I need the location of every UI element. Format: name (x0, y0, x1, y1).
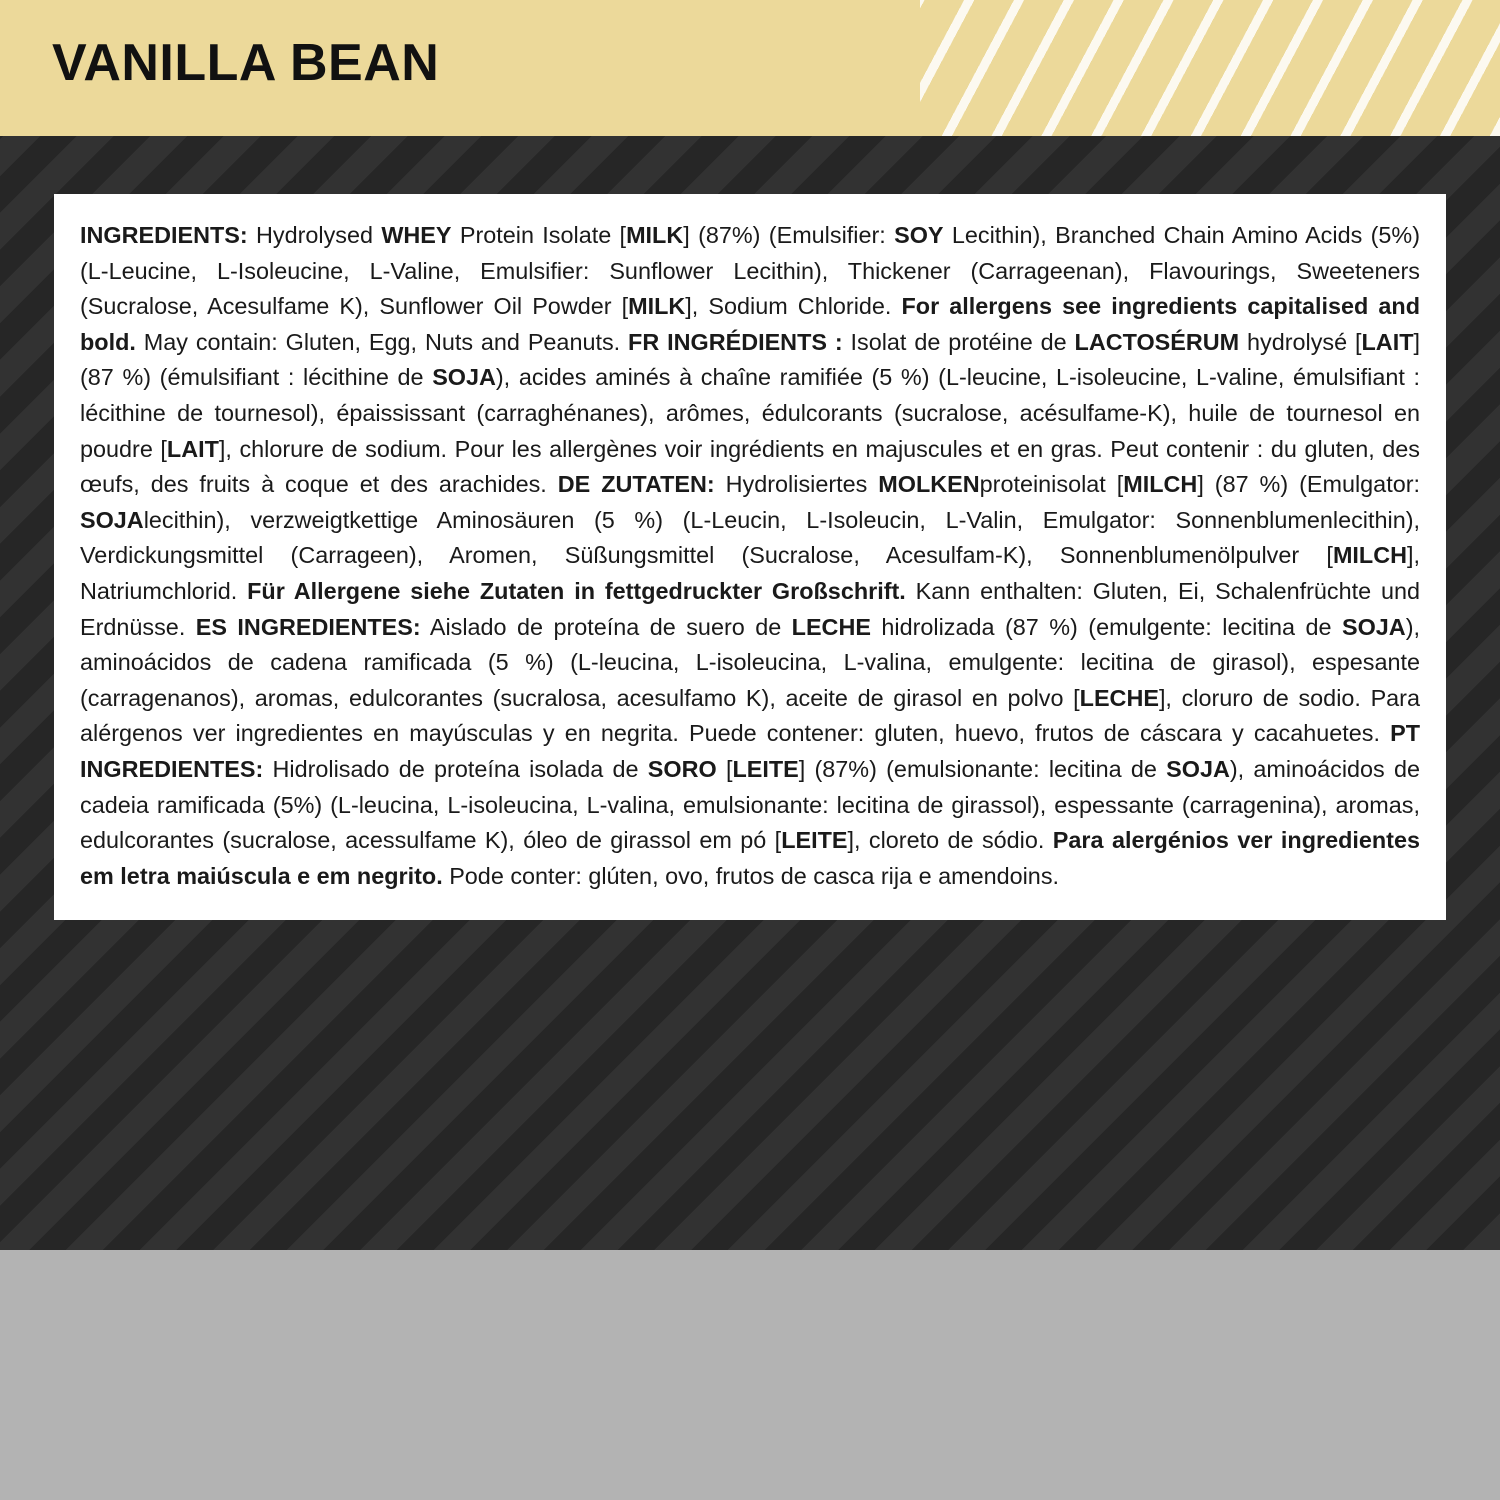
flavour-header-band (0, 0, 1500, 136)
ingredients-panel (54, 194, 1446, 920)
footer-grey-strip (0, 1250, 1500, 1500)
page-title: VANILLA BEAN (52, 34, 440, 92)
ingredients-text: INGREDIENTS: Hydrolysed WHEY Protein Isolate [MILK] (87%) (Emulsifier: SOY Lecithin), Branched Chain Amino Acids (5%) (L-Leucine, L-Isoleucine, L-Valine, Emulsifier: Sunflower Lecithin), Thickener (Carrageenan), Flavourings, Sweeteners (Sucralose, Acesulfame K), Sunflower Oil Powder [MILK], Sodium Chloride. For allergens see ingredients capitalised and bold. May contain: Gluten, Egg, Nuts and Peanuts. FR INGRÉDIENTS : Isolat de protéine de LACTOSÉRUM hydrolysé [LAIT] (87 %) (émulsifiant : lécithine de SOJA), acides aminés à chaîne ramifiée (5 %) (L-leucine, L-isoleucine, L-valine, émulsifiant : lécithine de tournesol), épaississant (carraghénanes), arômes, édulcorants (sucralose, acésulfame-K), huile de tournesol en poudre [LAIT], chlorure de sodium. Pour les allergènes voir ingrédients en majuscules et en gras. Peut contenir : du gluten, des œufs, des fruits à coque et des arachides. DE ZUTATEN: Hydrolisiertes MOLKENproteinisolat [MILCH] (87 %) (Emulgator: SOJAlecithin), verzweigtkettige Aminosäuren (5 %) (L-Leucin, L-Isoleucin, L-Valin, Emulgator: Sonnenblumenlecithin), Verdickungsmittel (Carrageen), Aromen, Süßungsmittel (Sucralose, Acesulfam-K), Sonnenblumenölpulver [MILCH], Natriumchlorid. Für Allergene siehe Zutaten in fettgedruckter Großschrift. Kann enthalten: Gluten, Ei, Schalenfrüchte und Erdnüsse. ES INGREDIENTES: Aislado de proteína de suero de LECHE hidrolizada (87 %) (emulgente: lecitina de SOJA), aminoácidos de cadena ramificada (5 %) (L-leucina, L-isoleucina, L-valina, emulgente: lecitina de girasol), espesante (carragenanos), aromas, edulcorantes (sucralosa, acesulfamo K), aceite de girasol en polvo [LECHE], cloruro de sodio. Para alérgenos ver ingredientes en mayúsculas y en negrita. Puede contener: gluten, huevo, frutos de cáscara y cacahuetes. PT INGREDIENTES: Hidrolisado de proteína isolada de SORO [LEITE] (87%) (emulsionante: lecitina de SOJA), aminoácidos de cadeia ramificada (5%) (L-leucina, L-isoleucina, L-valina, emulsionante: lecitina de girassol), espessante (carragenina), aromas, edulcorantes (sucralose, acessulfame K), óleo de girassol em pó [LEITE], cloreto de sódio. Para alergénios ver ingredientes em letra maiúscula e em negrito. Pode conter: glúten, ovo, frutos de casca rija e amendoins. (80, 222, 1421, 889)
diagonal-stripes-decoration (920, 0, 1500, 136)
